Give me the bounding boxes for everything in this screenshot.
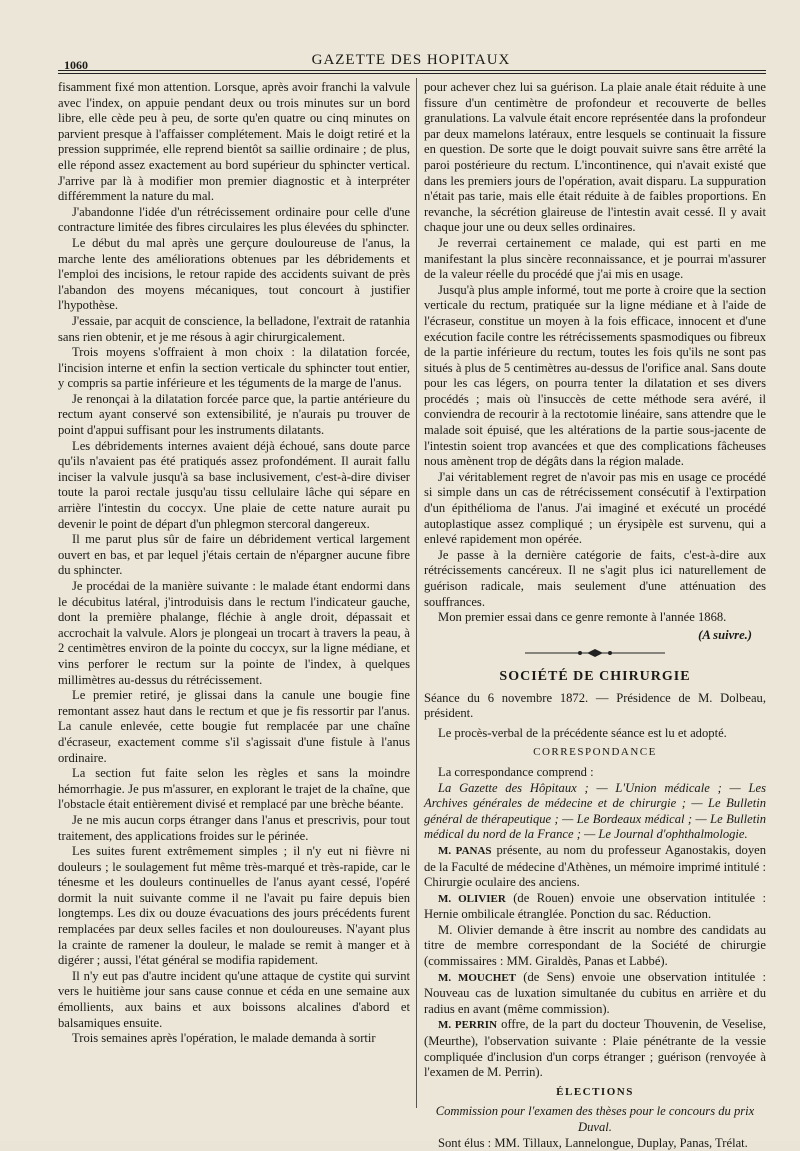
entry-name: M. OLIVIER bbox=[438, 892, 506, 905]
paragraph: Trois semaines après l'opération, le malade demanda à sortir bbox=[72, 1031, 376, 1046]
minutes-line: Le procès-verbal de la précédente séance est lu et adopté. bbox=[438, 725, 727, 740]
journal-title: GAZETTE DES HOPITAUX bbox=[311, 52, 511, 68]
entry-text: présente, au nom du professeur Aganostakis, doyen de la Faculté de médecine d'Athènes, un mémoire imprimé intitulé : Chirurgie oculaire des anciens. bbox=[424, 842, 767, 890]
paragraph: Jusqu'à plus ample informé, tout me porte à croire que la section verticale du rectum, pratiquée sur la ligne médiane et à l'aide de l'écraseur, constitue un moyen à la fois efficace, innocent et d'une exécution facile contre les rétrécissements spasmodiques ou fibreux de la partie inférieure du rectum, toutes les fois qu'ils ne sont pas situés à plus de 5 centimètres au-dessus de l'orifice anal. Sans doute pour les cas légers, on pourra tenter la dilatation et ses divers procédés ; mais où l'insuccès de cette méthode sera avéré, il conviendra de recourir à la rectotomie linéaire, sans attendre que le malade soit épuisé, que les altérations de la partie sous-jacente de l'intestin soient trop avancées et que des complications fâcheuses nous amènent trop de dégâts dans la région malade. bbox=[424, 282, 766, 469]
entry-name: M. PERRIN bbox=[438, 1019, 498, 1032]
entry-name: M. PANAS bbox=[438, 844, 492, 857]
paragraph: Il n'y eut pas d'autre incident qu'une attaque de cystite qui survint vers le huitième jour sans cause connue et céda en une semaine aux émollients, aux bains et aux boissons alcalines d'abord et balsamiques ensuite. bbox=[58, 968, 410, 1030]
paragraph: Je procédai de la manière suivante : le malade étant endormi dans le décubitus latéral, j'introduisis dans le rectum l'indicateur gauche, dont la première phalange, fléchie à angle droit, dépassait et accrochait la valvule. Alors je plongeai un trocart à travers la peau, à 2 centimètres environ de la pointe du coccyx, sur la ligne médiane, et vins perforer le rectum sur la pointe de l'index, à quelques millimètres au-dessus du rétrécissement. bbox=[58, 579, 410, 687]
entry-panas bbox=[424, 843, 766, 891]
paragraph: Les débridements internes avaient déjà échoué, sans doute parce qu'ils n'avaient pas été pratiqués assez profondément. Il aurait fallu inciser la valvule jusqu'à sa base inclusivement, c'est-à-dire diviser toute la paroi rectale jusqu'au tissu cellulaire lâche qui sépare en arrière l'intestin du coccyx. Une plaie de cette nature aurait pu devenir le point de départ d'un phlegmon stercoral dangereux. bbox=[58, 438, 410, 531]
entry-perrin bbox=[424, 1017, 766, 1080]
session-line: Séance du 6 novembre 1872. — Présidence de M. Dolbeau, président. bbox=[424, 690, 766, 721]
paragraph: Trois moyens s'offraient à mon choix : la dilatation forcée, l'incision interne et enfin la section verticale du sphincter tout entier, y compris sa partie inférieure et les téguments de la marge de l'anus. bbox=[58, 345, 410, 391]
entry-name: M. MOUCHET bbox=[438, 971, 517, 984]
society-title: SOCIÉTÉ DE CHIRURGIE bbox=[499, 668, 691, 684]
paragraph: Le premier retiré, je glissai dans la canule une bougie fine remontant assez haut dans le rectum et que je fis ressortir par l'anus. La canule enlevée, cette bougie fut remplacée par une chaîne d'écraseur, exactement comme s'il s'agissait d'une fistule à l'anus ordinaire. bbox=[58, 688, 410, 765]
elections-heading: ÉLECTIONS bbox=[556, 1085, 634, 1098]
elected-line: Sont élus : MM. Tillaux, Lannelongue, Duplay, Panas, Trélat. bbox=[438, 1135, 748, 1150]
header-rule bbox=[58, 70, 766, 74]
correspondence-intro: La correspondance comprend : bbox=[438, 764, 594, 779]
paragraph: J'essaie, par acquit de conscience, la belladone, l'extrait de ratanhia sans rien obtenir, et je me résous à agir chirurgicalement. bbox=[58, 313, 410, 344]
column-divider bbox=[416, 78, 417, 1108]
commission-line: Commission pour l'examen des thèses pour le concours du prix Duval. bbox=[435, 1104, 755, 1134]
section-ornament bbox=[424, 647, 766, 663]
paragraph: Les suites furent extrêmement simples ; il n'y eut ni fièvre ni douleurs ; le soulagement fut même très-marqué et très-rapide, car le ténesme et les douleurs continuelles de l'anus ayant cessé, l'opéré dormit la nuit suivante comme il ne l'avait pu faire depuis bien longtemps. Les dix ou douze évacuations des jours précédents furent remplacées par deux selles faciles et non douloureuses. N'ayant plus la crainte de ramener la douleur, le malade se remit à manger et à digérer ; aussi, l'état général se modifia rapidement. bbox=[58, 844, 410, 968]
entry-text: offre, de la part du docteur Thouvenin, de Veselise, (Meurthe), l'observation suivante : Plaie pénétrante de la vessie compliquée d'inclusion d'un corps étranger ; guérison (renvoyée à l'examen de M. Perrin). bbox=[424, 1017, 766, 1080]
paragraph: Je ne mis aucun corps étranger dans l'anus et prescrivis, pour tout traitement, des applications froides sur le périnée. bbox=[58, 812, 410, 843]
right-column bbox=[424, 80, 766, 1151]
ornament-line-icon bbox=[525, 649, 665, 657]
entry-text: (de Sens) envoie une observation intitulée : Nouveau cas de luxation simultanée du cubitus en arrière et du radius en avant (même commission). bbox=[424, 969, 766, 1016]
paragraph: Je reverrai certainement ce malade, qui est parti en me manifestant la plus sincère reconnaissance, et je pourrai m'assurer de la valeur réelle du procédé que j'ai mis en usage. bbox=[424, 235, 766, 282]
left-column bbox=[58, 80, 410, 1047]
paragraph: Le début du mal après une gerçure douloureuse de l'anus, la marche lente des améliorations obtenues par les débridements et l'emploi des incisions, le retour rapide des accidents suivant de près l'abandon des moyens mécaniques, tout concourt à justifier l'hypothèse. bbox=[58, 235, 410, 313]
paragraph: fisamment fixé mon attention. Lorsque, après avoir franchi la valvule avec l'index, on appuie pendant deux ou trois minutes sur un bord libre, elle cède peu à peu, de sorte qu'en quatre ou cinq minutes on parvient presque à l'affaisser complétement. Mais le doigt retiré et la pression supprimée, elle reprend bientôt sa saillie ordinaire ; de plus, elle répond assez exactement au bord supérieur du sphincter vertical. J'arrive par là à modifier mon premier diagnostic et à interpréter différemment la nature du mal. bbox=[58, 80, 410, 204]
entry-text: (de Rouen) envoie une observation intitulée : Hernie ombilicale étranglée. Ponction du sac. Réduction. bbox=[424, 890, 767, 922]
entry-olivier bbox=[424, 891, 766, 923]
entry-olivier-candidacy: M. Olivier demande à être inscrit au nombre des candidats au titre de membre correspondant de la Société de chirurgie (commissaires : MM. Giraldès, Panas et Labbé). bbox=[424, 922, 766, 969]
page-number: 1060 bbox=[64, 58, 88, 72]
paragraph: Il me parut plus sûr de faire un débridement vertical largement ouvert en bas, et par lequel j'étais certain de n'épargner aucune fibre du sphincter. bbox=[58, 532, 410, 578]
paragraph: Je renonçai à la dilatation forcée parce que, la partie antérieure du rectum ayant conservé son extensibilité, je n'aurais pu trouver de point d'appui suffisant pour les instruments dilatants. bbox=[58, 391, 410, 438]
paragraph: Je passe à la dernière catégorie de faits, c'est-à-dire aux rétrécissements cancéreux. Il ne s'agit plus ici naturellement de guérison radicale, mais seulement d'une atténuation des souffrances. bbox=[424, 547, 766, 609]
paragraph: J'ai véritablement regret de n'avoir pas mis en usage ce procédé si simple dans un cas de rétrécissement consécutif à l'extirpation d'un épithélioma de l'anus. J'ai imaginé et exécuté un procédé autoplastique assez compliqué ; un érysipèle est survenu, qui a enlevé rapidement mon opérée. bbox=[424, 469, 766, 547]
to-be-continued: (A suivre.) bbox=[698, 627, 752, 642]
paragraph: La section fut faite selon les règles et sans la moindre hémorrhagie. Je pus m'assurer, en explorant le trajet de la chaîne, que l'obstacle était entièrement divisé et remplacé par une brèche béante. bbox=[58, 766, 410, 812]
paragraph: Mon premier essai dans ce genre remonte à l'année 1868. bbox=[438, 610, 727, 625]
correspondence-heading: CORRESPONDANCE bbox=[533, 746, 657, 759]
correspondence-list: La Gazette des Hôpitaux ; — L'Union médicale ; — Les Archives générales de médecine et de chirurgie ; — Le Bulletin général de thérapeutique ; — Le Bordeaux médical ; — Le Bulletin médical du nord de la France ; — Le Journal d'ophthalmologie. bbox=[424, 780, 766, 842]
paragraph: pour achever chez lui sa guérison. La plaie anale était réduite à une fissure d'un centimètre de profondeur et recouverte de belles granulations. La valvule était encore représentée dans la profondeur par deux mamelons latéraux, entre lesquels se continuait la fissure en question. De sorte que le doigt pouvait suivre sans être arrêté la paroi postérieure du rectum. L'incontinence, qui n'avait existé que dans les premiers jours de l'opération, avait disparu. La suppuration n'était pas tarie, mais elle était réduite à de faibles proportions. En revanche, la sécrétion glaireuse de l'intestin avait cessé. Il y avait chaque jour une ou deux selles ordinaires. bbox=[424, 80, 766, 235]
paragraph: J'abandonne l'idée d'un rétrécissement ordinaire pour celle d'une contracture limitée des fibres circulaires les plus élevées du sphincter. bbox=[58, 204, 410, 235]
entry-mouchet bbox=[424, 970, 766, 1018]
